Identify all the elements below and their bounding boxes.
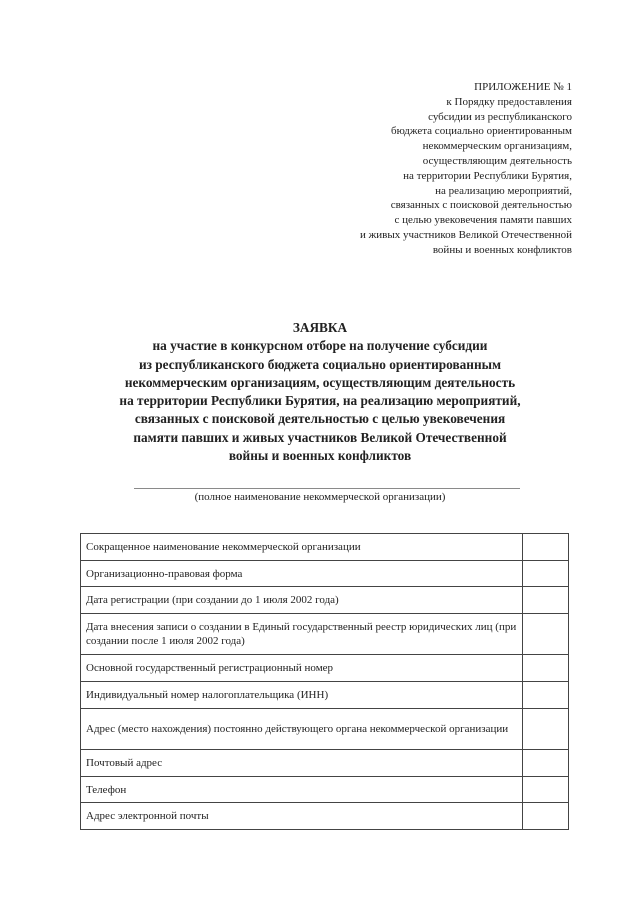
table-row [81,587,569,614]
title-line: памяти павших и живых участников Великой Отечественной [133,429,507,445]
row-label: Основной государственный регистрационный номер [81,655,523,682]
row-value-cell[interactable] [523,803,569,830]
row-value-cell[interactable] [523,561,569,587]
application-title [70,319,570,465]
title-heading: ЗАЯВКА [292,320,348,335]
appendix-line: с целью увековечения памяти павших [394,214,572,227]
org-name-fill-line[interactable] [134,488,520,489]
row-label: Адрес (место нахождения) постоянно действующего органа некоммерческой организации [81,709,523,750]
table-row [81,709,569,750]
row-label: Сокращенное наименование некоммерческой организации [81,534,523,561]
table-row [81,803,569,830]
table-row [81,682,569,709]
row-label: Телефон [81,777,523,803]
appendix-line: некоммерческим организациям, [422,140,572,153]
table-row [81,561,569,587]
appendix-line: субсидии из республиканского [428,110,572,123]
title-line: войны и военных конфликтов [228,448,412,464]
title-line: связанных с поисковой деятельностью с целью увековечения [134,411,506,427]
row-value-cell[interactable] [523,587,569,614]
row-value-cell[interactable] [523,777,569,803]
title-line: некоммерческим организациям, осуществляющим деятельность [124,374,516,390]
appendix-line: ПРИЛОЖЕНИЕ № 1 [474,81,572,93]
row-value-cell[interactable] [523,655,569,682]
appendix-line: осуществляющим деятельность [422,154,572,167]
title-line: на территории Республики Бурятия, на реализацию мероприятий, [119,393,521,409]
row-value-cell[interactable] [523,750,569,777]
table-row [81,534,569,561]
appendix-line: к Порядку предоставления [446,95,572,108]
table-row [81,655,569,682]
appendix-line: войны и военных конфликтов [432,243,572,256]
appendix-header [252,80,572,258]
table-row [81,750,569,777]
row-label: Адрес электронной почты [81,803,523,830]
appendix-line: бюджета социально ориентированным [391,125,572,138]
appendix-line: связанных с поисковой деятельностью [390,199,572,212]
row-label: Почтовый адрес [81,750,523,777]
title-line: из республиканского бюджета социально ориентированным [138,356,502,372]
title-line: на участие в конкурсном отборе на получение субсидии [152,338,488,354]
appendix-line: и живых участников Великой Отечественной [360,228,572,241]
row-label: Дата внесения записи о создании в Единый государственный реестр юридических лиц (при создании после 1 июля 2002 года) [81,614,523,655]
organization-info-table [80,533,569,830]
table-row [81,777,569,803]
table-row [81,614,569,655]
appendix-line: на территории Республики Бурятия, [403,169,572,182]
row-value-cell[interactable] [523,534,569,561]
row-value-cell[interactable] [523,682,569,709]
org-name-caption: (полное наименование некоммерческой организации) [194,491,446,503]
appendix-line: на реализацию мероприятий, [435,184,572,197]
row-label: Организационно-правовая форма [81,561,523,587]
row-label: Дата регистрации (при создании до 1 июля 2002 года) [81,587,523,614]
row-value-cell[interactable] [523,614,569,655]
row-value-cell[interactable] [523,709,569,750]
row-label: Индивидуальный номер налогоплательщика (ИНН) [81,682,523,709]
